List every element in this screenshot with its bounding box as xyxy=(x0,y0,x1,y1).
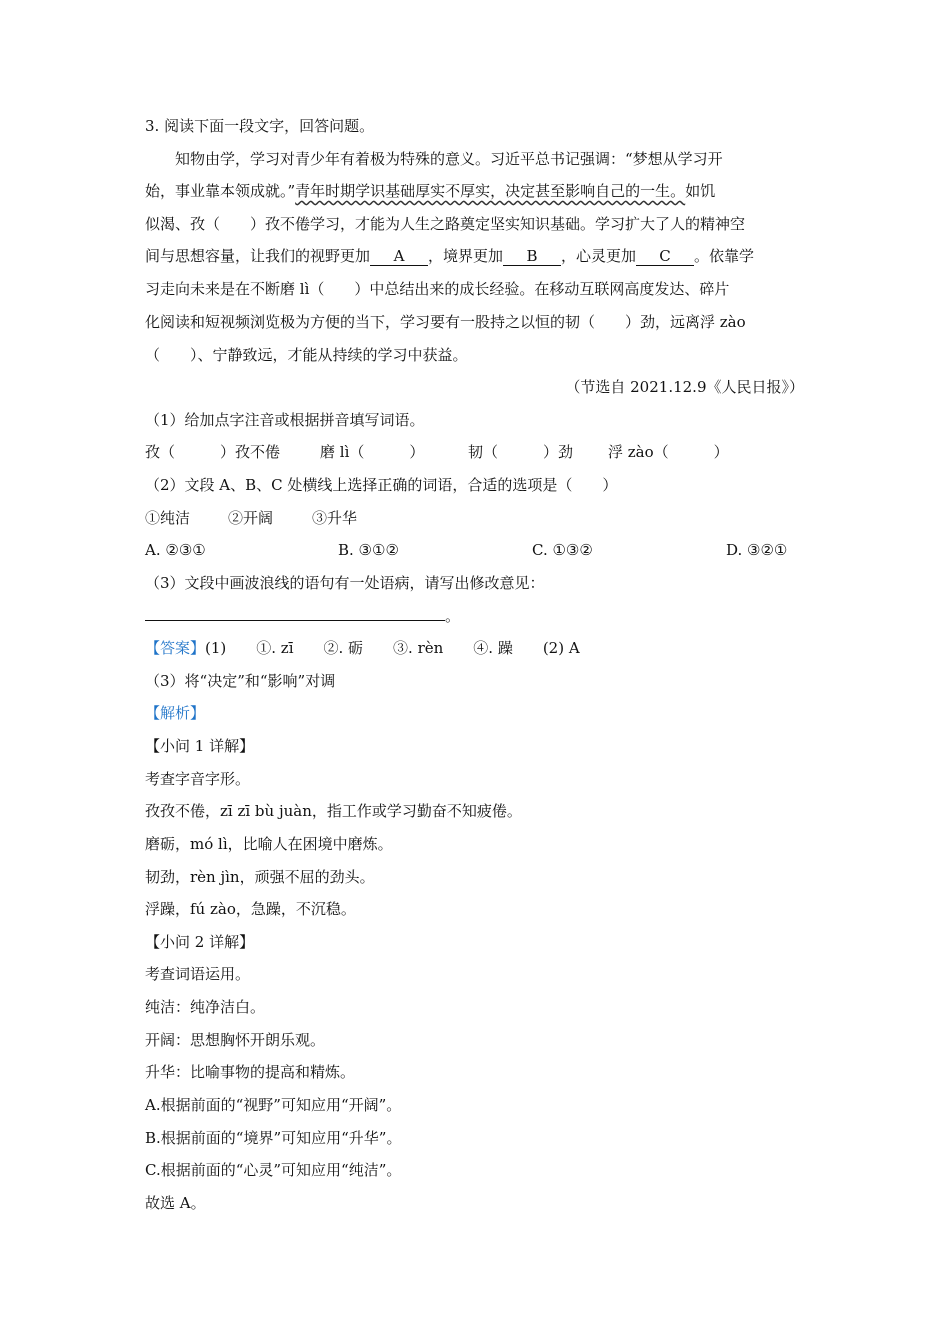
source-citation: （节选自 2021.12.9《人民日报》） xyxy=(565,378,804,396)
analysis-line: 纯洁：纯净洁白。 xyxy=(145,998,266,1016)
analysis-line: 磨砺，mó lì，比喻人在困境中磨炼。 xyxy=(145,835,393,853)
option-c: C. ①③② xyxy=(532,541,593,559)
analysis-line: 韧劲，rèn jìn，顽强不屈的劲头。 xyxy=(145,868,375,886)
passage-line-1: 知物由学，学习对青少年有着极为特殊的意义。习近平总书记强调：“梦想从学习开 xyxy=(175,150,723,168)
passage-text: ，心灵更加 xyxy=(561,247,637,265)
blank-b: B xyxy=(503,247,561,266)
passage-text: 始，事业靠本领成就。” xyxy=(145,182,296,200)
blank-c: C xyxy=(636,247,694,266)
passage-line-7: （ ）、宁静致远，才能从持续的学习中获益。 xyxy=(145,346,468,364)
analysis-line: 开阔：思想胸怀开朗乐观。 xyxy=(145,1031,326,1049)
sub-question-3-prompt: （3）文段中画波浪线的语句有一处语病，请写出修改意见： xyxy=(145,574,545,592)
passage-line-2 xyxy=(145,180,715,202)
option-d: D. ③②① xyxy=(726,541,788,559)
answer-line-2: （3）将“决定”和“影响”对调 xyxy=(145,672,336,690)
option-a: A. ②③① xyxy=(145,541,206,559)
word-choice-2: ②开阔 xyxy=(228,509,274,527)
wavy-underlined-sentence: 青年时期学识基础厚实不厚实，决定甚至影响自己的一生。 xyxy=(295,182,686,200)
analysis-line: 【小问 2 详解】 xyxy=(145,933,255,951)
analysis-line: 升华：比喻事物的提高和精炼。 xyxy=(145,1063,356,1081)
passage-line-3: 似渴、孜（ ）孜不倦学习，才能为人生之路奠定坚实知识基础。学习扩大了人的精神空 xyxy=(145,215,746,233)
analysis-line: C.根据前面的“心灵”可知应用“纯洁”。 xyxy=(145,1161,402,1179)
fill-end-mark: 。 xyxy=(445,607,461,625)
sub1-item-3: 韧（ ）劲 xyxy=(468,443,574,461)
analysis-line: A.根据前面的“视野”可知应用“开阔”。 xyxy=(145,1096,402,1114)
passage-line-5: 习走向未来是在不断磨 lì（ ）中总结出来的成长经验。在移动互联网高度发达、碎片 xyxy=(145,280,730,298)
sub-question-2-prompt: （2）文段 A、B、C 处横线上选择正确的词语，合适的选项是（ ） xyxy=(145,476,618,494)
answer-fill-line xyxy=(145,605,460,627)
blank-a: A xyxy=(370,247,428,266)
word-choice-1: ①纯洁 xyxy=(145,509,191,527)
answer-text: (1) ①. zī ②. 砺 ③. rèn ④. 躁 (2) A xyxy=(205,639,580,657)
word-choice-3: ③升华 xyxy=(312,509,358,527)
sub1-item-1: 孜（ ）孜不倦 xyxy=(145,443,281,461)
passage-text: 如饥 xyxy=(685,182,716,200)
passage-text: ，境界更加 xyxy=(428,247,504,265)
analysis-line: 考查词语运用。 xyxy=(145,965,251,983)
passage-text: 间与思想容量，让我们的视野更加 xyxy=(145,247,371,265)
passage-line-4 xyxy=(145,245,754,267)
sub1-item-4: 浮 zào（ ） xyxy=(608,443,729,461)
passage-line-6: 化阅读和短视频浏览极为方便的当下，学习要有一股持之以恒的韧（ ）劲，远离浮 zào xyxy=(145,313,746,331)
analysis-line: 【小问 1 详解】 xyxy=(145,737,255,755)
sub-question-1-prompt: （1）给加点字注音或根据拼音填写词语。 xyxy=(145,411,425,429)
fill-underline xyxy=(145,606,445,621)
option-b: B. ③①② xyxy=(338,541,399,559)
sub1-item-2: 磨 lì（ ） xyxy=(320,443,425,461)
analysis-line: 考查字音字形。 xyxy=(145,770,251,788)
answer-tag: 【答案】 xyxy=(145,639,206,657)
passage-text: 。依靠学 xyxy=(694,247,755,265)
answer-line-1 xyxy=(145,637,580,659)
analysis-line: B.根据前面的“境界”可知应用“升华”。 xyxy=(145,1129,402,1147)
analysis-line: 故选 A。 xyxy=(145,1194,206,1212)
question-title: 3. 阅读下面一段文字，回答问题。 xyxy=(145,117,375,135)
analysis-tag: 【解析】 xyxy=(145,704,206,722)
analysis-line: 孜孜不倦，zī zī bù juàn，指工作或学习勤奋不知疲倦。 xyxy=(145,802,522,820)
analysis-line: 浮躁，fú zào，急躁，不沉稳。 xyxy=(145,900,356,918)
